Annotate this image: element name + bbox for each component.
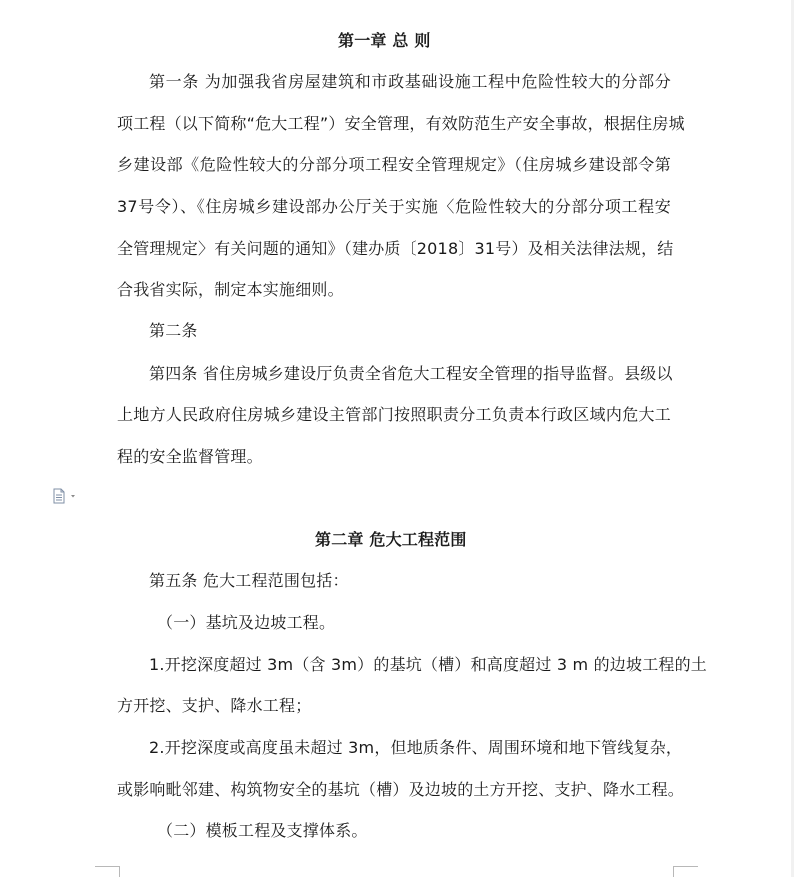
article-5: 第五条 危大工程范围包括：	[149, 571, 349, 590]
item-1-1-line-2: 方开挖、支护、降水工程；	[117, 696, 312, 715]
article-1-line-3: 乡建设部《危险性较大的分部分项工程安全管理规定》（住房城乡建设部令第	[117, 155, 671, 174]
margin-corner-mark-right	[673, 866, 698, 877]
item-1-1-line-1: 1.开挖深度超过 3m（含 3m）的基坑（槽）和高度超过 3 m 的边坡工程的土	[149, 655, 707, 674]
item-1-2-line-2: 或影响毗邻建、构筑物安全的基坑（槽）及边坡的土方开挖、支护、降水工程。	[117, 780, 685, 799]
document-icon[interactable]	[52, 488, 78, 504]
article-1-line-1: 第一条 为加强我省房屋建筑和市政基础设施工程中危险性较大的分部分	[149, 72, 671, 91]
chapter-1-title: 第一章 总 则	[338, 31, 431, 50]
article-4-line-2: 上地方人民政府住房城乡建设主管部门按照职责分工负责本行政区域内危大工	[117, 405, 671, 424]
article-1-line-6: 合我省实际，制定本实施细则。	[117, 280, 344, 299]
item-1-title: （一）基坑及边坡工程。	[157, 613, 336, 632]
item-2-title: （二）模板工程及支撑体系。	[157, 821, 368, 840]
article-1-line-4: 37号令）、《住房城乡建设部办公厅关于实施〈危险性较大的分部分项工程安	[117, 197, 671, 216]
margin-corner-mark-left	[95, 866, 120, 877]
article-1-line-2: 项工程（以下简称“危大工程”）安全管理，有效防范生产安全事故，根据住房城	[117, 114, 685, 133]
item-1-2-line-1: 2.开挖深度或高度虽未超过 3m，但地质条件、周围环境和地下管线复杂，	[149, 738, 683, 757]
article-2: 第二条	[149, 321, 198, 340]
chevron-down-icon	[71, 495, 75, 498]
article-1-line-5: 全管理规定〉有关问题的通知》（建办质〔2018〕31号）及相关法律法规，结	[117, 239, 674, 258]
article-4-line-1: 第四条 省住房城乡建设厅负责全省危大工程安全管理的指导监督。县级以	[149, 364, 673, 383]
chapter-2-title: 第二章 危大工程范围	[315, 530, 467, 549]
article-4-line-3: 程的安全监督管理。	[117, 447, 263, 466]
